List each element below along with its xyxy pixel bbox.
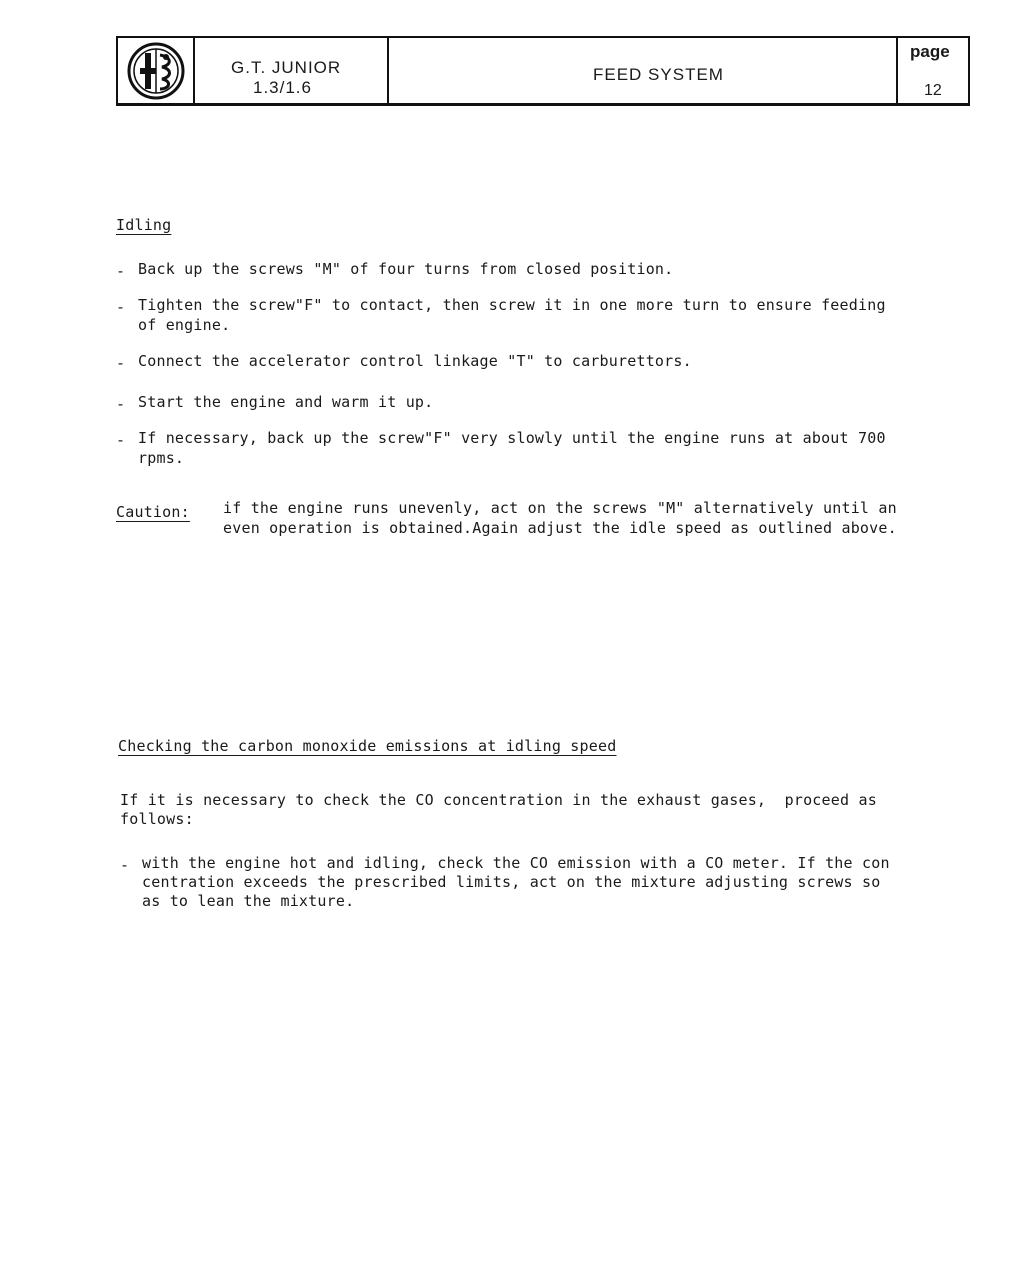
section-title: FEED SYSTEM [593,65,724,84]
logo-cell [118,38,195,103]
model-name: G.T. JUNIOR [231,58,342,77]
bullet-dash: - [116,431,126,449]
engine-size: 1.3/1.6 [253,78,312,97]
co-step-line-2: centration exceeds the prescribed limits, act on the mixture adjusting screws so [142,873,881,891]
section-title-cell [389,38,898,103]
caution-label: Caution: [116,503,190,521]
bullet-dash: - [120,856,130,874]
idling-step-4: Start the engine and warm it up. [138,393,434,411]
idling-step-3: Connect the accelerator control linkage "T" to carburettors. [138,352,692,370]
model-cell [195,38,389,103]
co-intro-line-1: If it is necessary to check the CO concentration in the exhaust gases, proceed as [120,791,877,809]
co-step-line-1: with the engine hot and idling, check the CO emission with a CO meter. If the con [142,854,890,872]
bullet-dash: - [116,298,126,316]
idling-step-5-line-1: If necessary, back up the screw"F" very slowly until the engine runs at about 700 [138,429,886,447]
page-number-cell [898,38,968,103]
idling-step-2-line-1: Tighten the screw"F" to contact, then screw it in one more turn to ensure feeding [138,296,886,314]
page-label: page [910,42,950,61]
co-step-line-3: as to lean the mixture. [142,892,355,910]
idling-step-2-line-2: of engine. [138,316,231,334]
co-intro-line-2: follows: [120,810,194,828]
bullet-dash: - [116,262,126,280]
co-check-heading: Checking the carbon monoxide emissions at idling speed [118,737,617,755]
bullet-dash: - [116,395,126,413]
alfa-romeo-logo-icon [126,41,186,101]
caution-line-1: if the engine runs unevenly, act on the screws "M" alternatively until an [223,499,897,517]
bullet-dash: - [116,354,126,372]
idling-step-5-line-2: rpms. [138,449,185,467]
idling-heading: Idling [116,216,172,234]
caution-line-2: even operation is obtained.Again adjust the idle speed as outlined above. [223,519,897,537]
idling-step-1: Back up the screws "M" of four turns from closed position. [138,260,674,278]
page-header [116,36,970,106]
page-number: 12 [924,82,942,99]
